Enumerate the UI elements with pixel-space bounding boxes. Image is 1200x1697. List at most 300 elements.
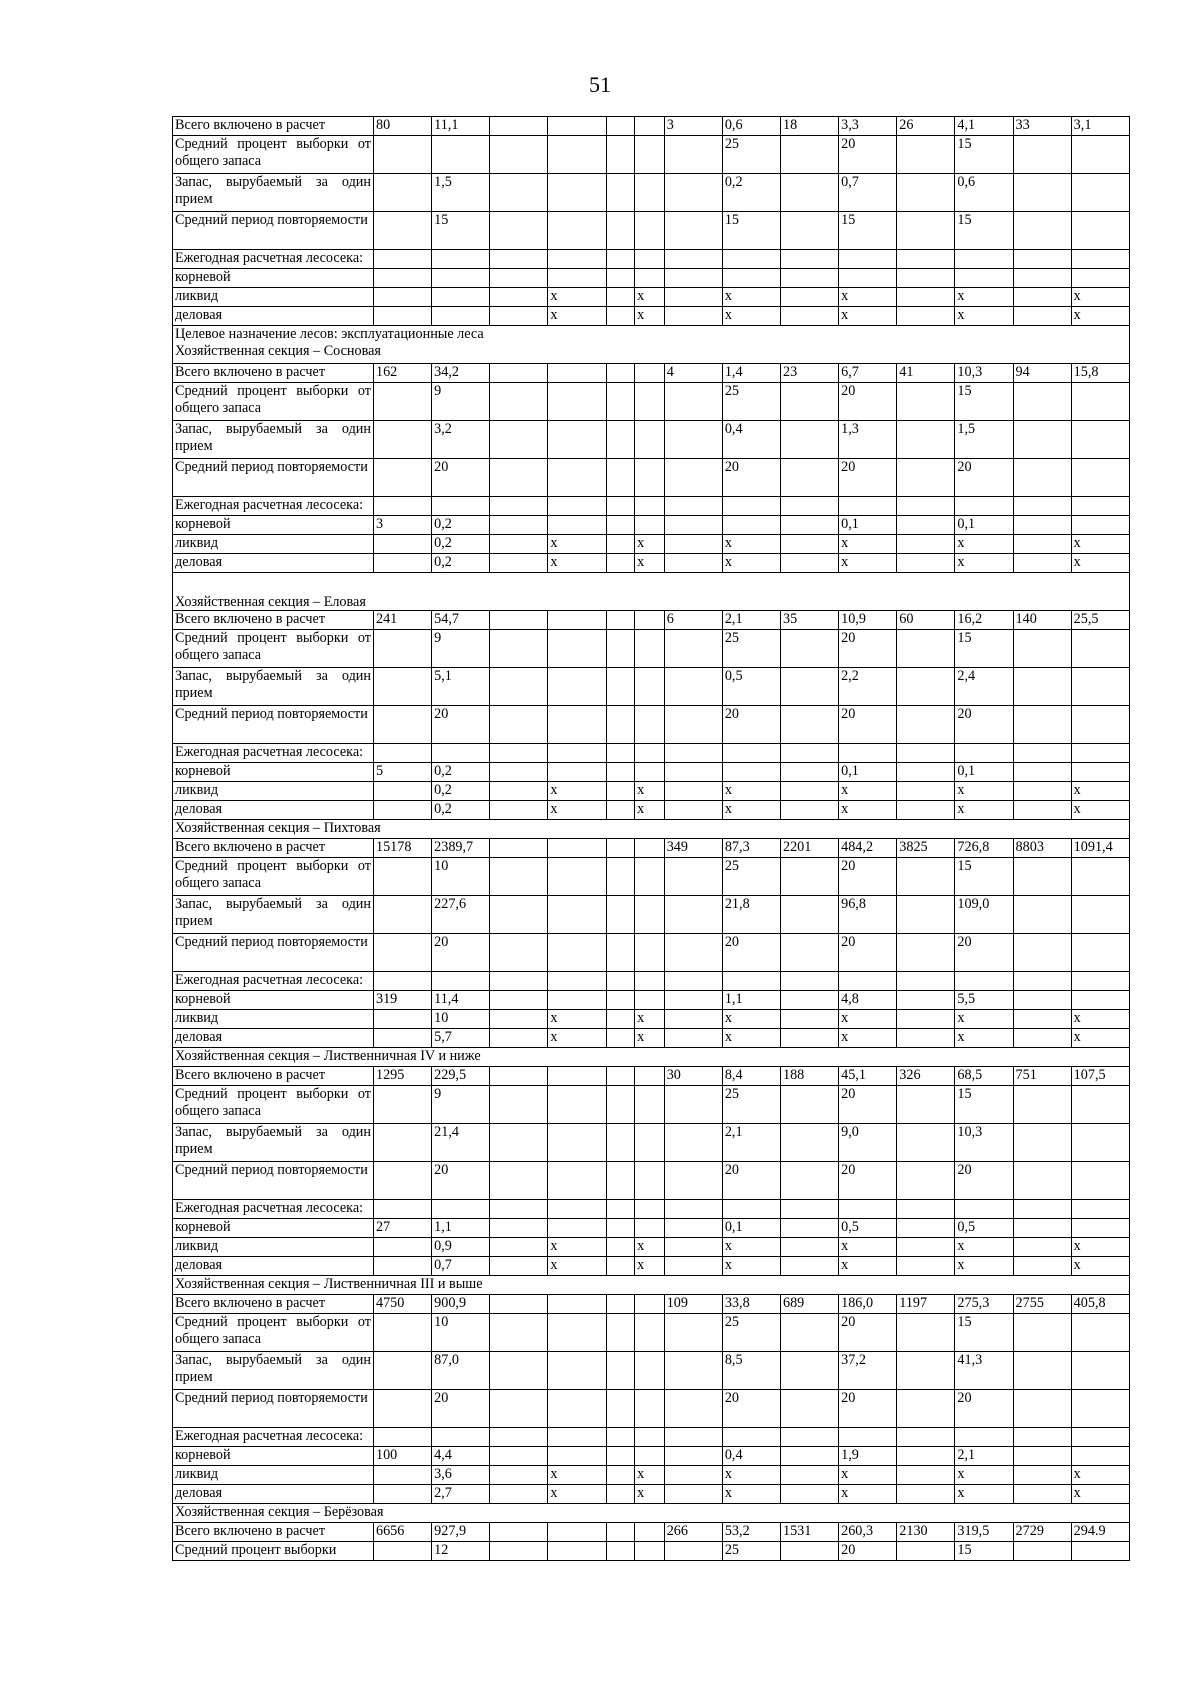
table-cell	[780, 1086, 838, 1124]
table-cell: 15	[955, 136, 1013, 174]
row-label: Ежегодная расчетная лесосека:	[173, 497, 374, 516]
table-cell	[432, 972, 490, 991]
table-cell	[780, 763, 838, 782]
table-cell	[722, 744, 780, 763]
table-cell	[490, 839, 548, 858]
table-cell: 751	[1013, 1067, 1071, 1086]
table-cell	[606, 383, 635, 421]
row-label: ликвид	[173, 782, 374, 801]
table-cell	[635, 516, 665, 535]
table-cell	[373, 1466, 431, 1485]
table-cell	[606, 212, 635, 250]
table-cell: x	[635, 1010, 665, 1029]
table-cell: 25	[722, 858, 780, 896]
table-cell	[548, 763, 606, 782]
row-label: Всего включено в расчет	[173, 364, 374, 383]
table-cell: x	[548, 535, 606, 554]
table-cell: 5,7	[432, 1029, 490, 1048]
table-cell	[780, 1010, 838, 1029]
table-cell: x	[839, 1029, 897, 1048]
table-cell	[548, 896, 606, 934]
table-cell	[664, 212, 722, 250]
table-cell	[780, 1352, 838, 1390]
table-cell	[664, 1352, 722, 1390]
table-cell: 15	[432, 212, 490, 250]
table-cell: 18	[780, 117, 838, 136]
row-label: ликвид	[173, 1238, 374, 1257]
row-label: корневой	[173, 1447, 374, 1466]
table-cell	[955, 1200, 1013, 1219]
table-cell	[664, 535, 722, 554]
table-row	[173, 383, 1130, 421]
table-cell: x	[955, 782, 1013, 801]
table-cell	[635, 896, 665, 934]
table-cell: 1197	[897, 1295, 955, 1314]
table-cell: 8,4	[722, 1067, 780, 1086]
table-cell	[490, 1238, 548, 1257]
table-cell: 227,6	[432, 896, 490, 934]
table-row	[173, 554, 1130, 573]
table-cell: 4	[664, 364, 722, 383]
table-cell: 94	[1013, 364, 1071, 383]
table-cell	[780, 535, 838, 554]
table-cell	[1013, 459, 1071, 497]
table-cell	[373, 1200, 431, 1219]
table-cell: x	[839, 801, 897, 820]
table-cell	[490, 421, 548, 459]
table-cell	[1071, 136, 1129, 174]
table-cell	[548, 1542, 606, 1561]
table-cell: 319	[373, 991, 431, 1010]
table-cell: 0,2	[432, 554, 490, 573]
table-cell	[490, 630, 548, 668]
table-cell	[1013, 1314, 1071, 1352]
table-cell: 25	[722, 1314, 780, 1352]
table-cell: 0,1	[839, 763, 897, 782]
table-cell	[606, 1067, 635, 1086]
table-cell	[490, 763, 548, 782]
table-cell: x	[548, 801, 606, 820]
table-cell	[606, 1219, 635, 1238]
table-cell	[1013, 858, 1071, 896]
row-label: Всего включено в расчет	[173, 1067, 374, 1086]
table-cell: x	[1071, 1029, 1129, 1048]
row-label: ликвид	[173, 1466, 374, 1485]
table-row	[173, 611, 1130, 630]
table-cell: 1,5	[432, 174, 490, 212]
table-cell	[897, 972, 955, 991]
table-cell: x	[722, 1485, 780, 1504]
table-cell	[664, 668, 722, 706]
table-row	[173, 459, 1130, 497]
table-cell	[373, 744, 431, 763]
table-cell: 2130	[897, 1523, 955, 1542]
table-cell: 23	[780, 364, 838, 383]
row-label: Всего включено в расчет	[173, 1523, 374, 1542]
table-cell: x	[722, 554, 780, 573]
row-label: ликвид	[173, 1010, 374, 1029]
table-cell: 34,2	[432, 364, 490, 383]
table-cell: x	[635, 1238, 665, 1257]
table-cell	[1071, 421, 1129, 459]
table-cell	[548, 972, 606, 991]
table-cell	[606, 1086, 635, 1124]
table-cell: 80	[373, 117, 431, 136]
table-cell: 25,5	[1071, 611, 1129, 630]
section-title-line: Хозяйственная секция – Берёзовая	[175, 1504, 384, 1520]
table-cell	[606, 1485, 635, 1504]
table-cell	[373, 1314, 431, 1352]
table-row	[173, 706, 1130, 744]
table-cell	[373, 1257, 431, 1276]
table-cell	[897, 630, 955, 668]
table-cell	[722, 1200, 780, 1219]
table-cell	[780, 896, 838, 934]
table-row	[173, 1390, 1130, 1428]
row-label: деловая	[173, 1029, 374, 1048]
table-cell: 0,9	[432, 1238, 490, 1257]
table-cell: 0,6	[955, 174, 1013, 212]
table-cell	[780, 801, 838, 820]
section-title-line: Хозяйственная секция – Лиственничная IV и ниже	[175, 1048, 481, 1064]
table-cell: 15178	[373, 839, 431, 858]
table-cell	[664, 1485, 722, 1504]
table-cell: 349	[664, 839, 722, 858]
table-cell	[490, 1428, 548, 1447]
table-cell	[897, 250, 955, 269]
table-row	[173, 516, 1130, 535]
table-cell	[897, 1219, 955, 1238]
table-cell	[1071, 668, 1129, 706]
table-cell: 11,4	[432, 991, 490, 1010]
row-label: деловая	[173, 1485, 374, 1504]
table-cell	[490, 1219, 548, 1238]
table-cell	[1071, 1200, 1129, 1219]
table-cell: x	[722, 307, 780, 326]
table-cell	[606, 972, 635, 991]
section-title	[173, 1276, 1130, 1295]
row-label: Всего включено в расчет	[173, 611, 374, 630]
table-cell: 45,1	[839, 1067, 897, 1086]
table-cell	[1013, 1219, 1071, 1238]
table-cell	[548, 1523, 606, 1542]
table-cell	[1071, 1428, 1129, 1447]
table-cell	[664, 706, 722, 744]
table-cell	[490, 554, 548, 573]
table-cell	[373, 421, 431, 459]
table-cell	[780, 554, 838, 573]
table-cell	[606, 1447, 635, 1466]
row-label: Средний период повторяемости	[173, 1390, 374, 1428]
table-cell	[780, 744, 838, 763]
table-cell	[606, 1124, 635, 1162]
table-cell	[635, 1390, 665, 1428]
table-cell	[548, 668, 606, 706]
table-cell	[635, 174, 665, 212]
table-cell	[897, 801, 955, 820]
table-cell	[373, 630, 431, 668]
table-cell	[664, 1086, 722, 1124]
table-cell	[606, 801, 635, 820]
table-cell	[490, 744, 548, 763]
table-cell	[548, 611, 606, 630]
table-cell	[722, 972, 780, 991]
table-cell	[780, 706, 838, 744]
table-cell	[664, 972, 722, 991]
table-cell	[490, 896, 548, 934]
table-cell: 8,5	[722, 1352, 780, 1390]
table-cell	[490, 250, 548, 269]
row-label: Средний процент выборки от общего запаса	[173, 630, 374, 668]
table-cell	[664, 782, 722, 801]
table-cell	[664, 421, 722, 459]
row-label: Запас, вырубаемый за один прием	[173, 421, 374, 459]
table-cell: 15	[955, 1314, 1013, 1352]
table-cell	[606, 744, 635, 763]
table-row	[173, 972, 1130, 991]
table-cell	[955, 497, 1013, 516]
row-label: корневой	[173, 763, 374, 782]
table-cell: x	[722, 1257, 780, 1276]
table-cell	[955, 1428, 1013, 1447]
table-cell: x	[955, 1238, 1013, 1257]
table-cell: 20	[839, 459, 897, 497]
table-cell	[635, 706, 665, 744]
table-cell	[1013, 250, 1071, 269]
table-cell	[780, 782, 838, 801]
table-cell	[548, 744, 606, 763]
table-cell: x	[548, 1238, 606, 1257]
table-cell: x	[955, 1466, 1013, 1485]
table-cell	[548, 212, 606, 250]
table-cell	[635, 744, 665, 763]
table-cell: 927,9	[432, 1523, 490, 1542]
table-cell: 2389,7	[432, 839, 490, 858]
table-cell: 25	[722, 630, 780, 668]
table-cell	[780, 1162, 838, 1200]
table-cell: 25	[722, 1542, 780, 1561]
table-cell	[490, 1295, 548, 1314]
table-cell	[780, 1124, 838, 1162]
table-cell	[664, 1314, 722, 1352]
table-cell: 11,1	[432, 117, 490, 136]
table-cell: 2755	[1013, 1295, 1071, 1314]
table-cell	[897, 554, 955, 573]
section-title-line: Хозяйственная секция – Еловая	[175, 593, 366, 610]
table-cell	[897, 421, 955, 459]
table-cell: 10,3	[955, 364, 1013, 383]
table-cell	[897, 1466, 955, 1485]
table-cell	[1013, 1029, 1071, 1048]
row-label: Запас, вырубаемый за один прием	[173, 896, 374, 934]
table-cell: x	[635, 1257, 665, 1276]
row-label: Запас, вырубаемый за один прием	[173, 668, 374, 706]
table-cell	[897, 288, 955, 307]
table-cell	[548, 934, 606, 972]
table-cell	[664, 288, 722, 307]
table-row	[173, 896, 1130, 934]
table-cell: x	[839, 1485, 897, 1504]
table-cell	[780, 668, 838, 706]
table-cell	[606, 136, 635, 174]
table-cell	[664, 801, 722, 820]
table-cell	[664, 1029, 722, 1048]
table-cell	[664, 459, 722, 497]
table-cell	[373, 269, 431, 288]
table-cell: 20	[722, 459, 780, 497]
table-cell	[373, 1542, 431, 1561]
table-cell: 20	[839, 706, 897, 744]
table-cell: 3,2	[432, 421, 490, 459]
table-cell	[664, 383, 722, 421]
table-cell	[1071, 250, 1129, 269]
table-cell	[1071, 1124, 1129, 1162]
table-cell	[1071, 1542, 1129, 1561]
table-cell	[635, 117, 665, 136]
table-cell	[897, 782, 955, 801]
table-cell	[548, 250, 606, 269]
table-cell: x	[722, 782, 780, 801]
table-cell: 15	[955, 858, 1013, 896]
table-cell	[490, 1390, 548, 1428]
table-cell: x	[839, 782, 897, 801]
table-cell	[780, 934, 838, 972]
table-cell	[373, 668, 431, 706]
row-label: Запас, вырубаемый за один прием	[173, 1352, 374, 1390]
table-cell	[1013, 383, 1071, 421]
table-cell	[1013, 1086, 1071, 1124]
table-cell	[1013, 744, 1071, 763]
table-cell	[373, 288, 431, 307]
table-cell: x	[1071, 1010, 1129, 1029]
table-cell	[373, 1390, 431, 1428]
table-row	[173, 136, 1130, 174]
table-cell	[490, 1029, 548, 1048]
table-cell	[897, 1200, 955, 1219]
table-row	[173, 1067, 1130, 1086]
table-cell: 15	[955, 1542, 1013, 1561]
row-label: Запас, вырубаемый за один прием	[173, 174, 374, 212]
table-cell	[780, 459, 838, 497]
table-cell	[1071, 744, 1129, 763]
table-cell	[548, 839, 606, 858]
table-cell: x	[548, 554, 606, 573]
row-label: Ежегодная расчетная лесосека:	[173, 1200, 374, 1219]
table-cell: 3,3	[839, 117, 897, 136]
table-cell	[606, 421, 635, 459]
table-cell: x	[955, 554, 1013, 573]
table-cell	[1013, 801, 1071, 820]
table-cell	[548, 1086, 606, 1124]
table-row	[173, 744, 1130, 763]
table-cell	[780, 630, 838, 668]
table-row	[173, 1086, 1130, 1124]
table-cell: 5	[373, 763, 431, 782]
row-label: Средний процент выборки от общего запаса	[173, 858, 374, 896]
table-cell: 6,7	[839, 364, 897, 383]
table-cell	[897, 1447, 955, 1466]
table-cell	[606, 459, 635, 497]
table-cell	[1013, 763, 1071, 782]
section-header-row	[173, 326, 1130, 364]
table-cell	[635, 1542, 665, 1561]
table-cell: x	[1071, 1257, 1129, 1276]
table-cell	[1013, 212, 1071, 250]
table-cell	[780, 1200, 838, 1219]
table-cell	[780, 1485, 838, 1504]
row-label: Средний процент выборки от общего запаса	[173, 1314, 374, 1352]
table-cell	[897, 1238, 955, 1257]
table-cell: x	[955, 1010, 1013, 1029]
table-cell	[780, 1029, 838, 1048]
table-cell: 20	[432, 934, 490, 972]
table-cell	[606, 1390, 635, 1428]
table-cell	[490, 1523, 548, 1542]
table-cell	[635, 839, 665, 858]
table-cell: 20	[839, 383, 897, 421]
table-cell	[490, 991, 548, 1010]
table-row	[173, 782, 1130, 801]
table-cell: 6	[664, 611, 722, 630]
table-cell: 266	[664, 1523, 722, 1542]
table-row	[173, 1314, 1130, 1352]
table-cell	[373, 972, 431, 991]
table-cell	[664, 1428, 722, 1447]
table-row	[173, 839, 1130, 858]
table-cell	[664, 991, 722, 1010]
section-header-row	[173, 1048, 1130, 1067]
table-cell	[955, 269, 1013, 288]
row-label: Средний процент выборки от общего запаса	[173, 383, 374, 421]
table-row	[173, 1257, 1130, 1276]
table-cell: 0,7	[432, 1257, 490, 1276]
table-cell: 20	[722, 1390, 780, 1428]
table-cell	[490, 288, 548, 307]
table-cell	[1071, 1390, 1129, 1428]
table-cell	[373, 459, 431, 497]
table-cell	[1071, 459, 1129, 497]
table-cell: 0,1	[955, 763, 1013, 782]
table-cell	[548, 991, 606, 1010]
table-cell	[897, 858, 955, 896]
table-cell	[606, 896, 635, 934]
table-row	[173, 250, 1130, 269]
table-cell	[1013, 516, 1071, 535]
table-cell	[635, 1523, 665, 1542]
table-cell: 20	[955, 459, 1013, 497]
table-cell: 484,2	[839, 839, 897, 858]
table-cell	[548, 1390, 606, 1428]
table-cell: 33,8	[722, 1295, 780, 1314]
section-title-line: Хозяйственная секция – Пихтовая	[175, 820, 381, 836]
table-row	[173, 1447, 1130, 1466]
table-cell: x	[548, 1466, 606, 1485]
table-cell: 10,9	[839, 611, 897, 630]
row-label: Средний процент выборки от общего запаса	[173, 136, 374, 174]
table-cell	[839, 269, 897, 288]
table-cell: 33	[1013, 117, 1071, 136]
table-cell: 16,2	[955, 611, 1013, 630]
table-cell	[1071, 934, 1129, 972]
row-label: корневой	[173, 991, 374, 1010]
table-cell: 20	[955, 934, 1013, 972]
table-cell: x	[722, 535, 780, 554]
table-cell	[548, 174, 606, 212]
table-cell: 2,1	[722, 1124, 780, 1162]
table-cell	[664, 763, 722, 782]
row-label: Ежегодная расчетная лесосека:	[173, 1428, 374, 1447]
table-cell	[839, 1428, 897, 1447]
